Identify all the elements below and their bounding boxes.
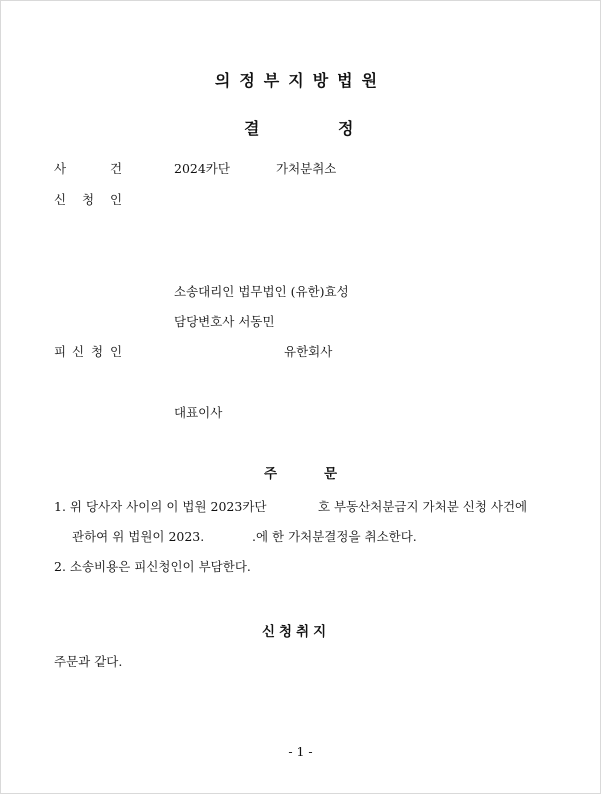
respondent-label-char-3: 청: [91, 344, 104, 359]
court-name: 의정부지방법원: [214, 71, 387, 90]
applicant-lawyer: 담당변호사 서동민: [174, 314, 275, 329]
order-item1-line1-part1: 1. 위 당사자 사이의 이 법원 2023카단: [54, 499, 267, 514]
case-label-char-2: 건: [110, 161, 123, 176]
purpose-heading: 신청취지: [262, 624, 331, 640]
order-item2: 2. 소송비용은 피신청인이 부담한다.: [54, 559, 251, 574]
document-type-left: 결: [244, 119, 260, 138]
order-item1-line2-part1: 관하여 위 법원이 2023.: [72, 529, 205, 544]
document-type-right: 정: [338, 119, 354, 138]
applicant-label-char-3: 인: [110, 192, 123, 207]
respondent-company: 유한회사: [284, 344, 333, 359]
applicant-label-char-2: 청: [82, 192, 95, 207]
case-number: 2024카단: [174, 161, 230, 176]
applicant-agent: 소송대리인 법무법인 (유한)효성: [174, 284, 349, 299]
case-title: 가처분취소: [276, 161, 337, 176]
case-label-char-1: 사: [54, 161, 67, 176]
respondent-label-char-2: 신: [72, 344, 85, 359]
order-heading-right: 문: [324, 466, 338, 482]
order-item1-line2-part2: .에 한 가처분결정을 취소한다.: [252, 529, 417, 544]
respondent-representative: 대표이사: [174, 405, 223, 420]
purpose-text: 주문과 같다.: [54, 654, 123, 669]
respondent-label-char-4: 인: [110, 344, 123, 359]
respondent-label-char-1: 피: [54, 344, 67, 359]
order-heading-left: 주: [264, 466, 278, 482]
order-item1-line1-part2: 호 부동산처분금지 가처분 신청 사건에: [318, 499, 528, 514]
page-number: - 1 -: [288, 744, 313, 759]
applicant-label-char-1: 신: [54, 192, 67, 207]
